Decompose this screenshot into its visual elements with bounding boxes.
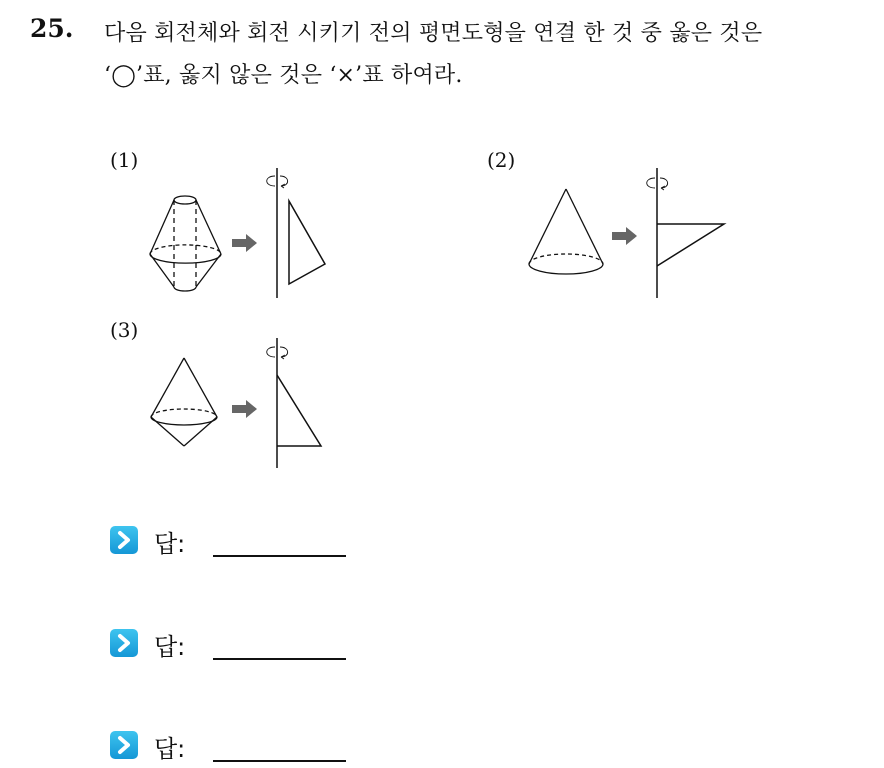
solid-1 — [150, 196, 221, 291]
right-arrow-icon — [232, 400, 257, 418]
question-text-line1: 다음 회전체와 회전 시키기 전의 평면도형을 연결 한 것 중 옳은 것은 — [104, 21, 763, 46]
right-arrow-icon — [612, 227, 637, 245]
plane-figure-3 — [267, 338, 321, 468]
answer-blank[interactable] — [213, 760, 346, 762]
answer-blank[interactable] — [213, 555, 346, 557]
answer-blank[interactable] — [213, 658, 346, 660]
answer-label: 답: — [154, 735, 186, 763]
item-label-3: (3) — [110, 318, 139, 342]
question-text-line2: ‘◯’표, 옳지 않은 것은 ‘×’표 하여라. — [104, 63, 463, 88]
plane-figure-2 — [647, 168, 724, 298]
solid-2 — [529, 189, 603, 274]
right-arrow-icon — [232, 234, 257, 252]
plane-figure-1 — [267, 168, 325, 298]
item-label-1: (1) — [110, 148, 139, 172]
item-label-2: (2) — [487, 148, 516, 172]
chevron-right-icon — [110, 629, 138, 657]
chevron-right-icon — [110, 731, 138, 759]
answer-label: 답: — [154, 633, 186, 661]
chevron-right-icon — [110, 526, 138, 554]
answer-label: 답: — [154, 530, 186, 558]
solid-3 — [151, 358, 217, 446]
question-number: 25. — [30, 14, 74, 43]
